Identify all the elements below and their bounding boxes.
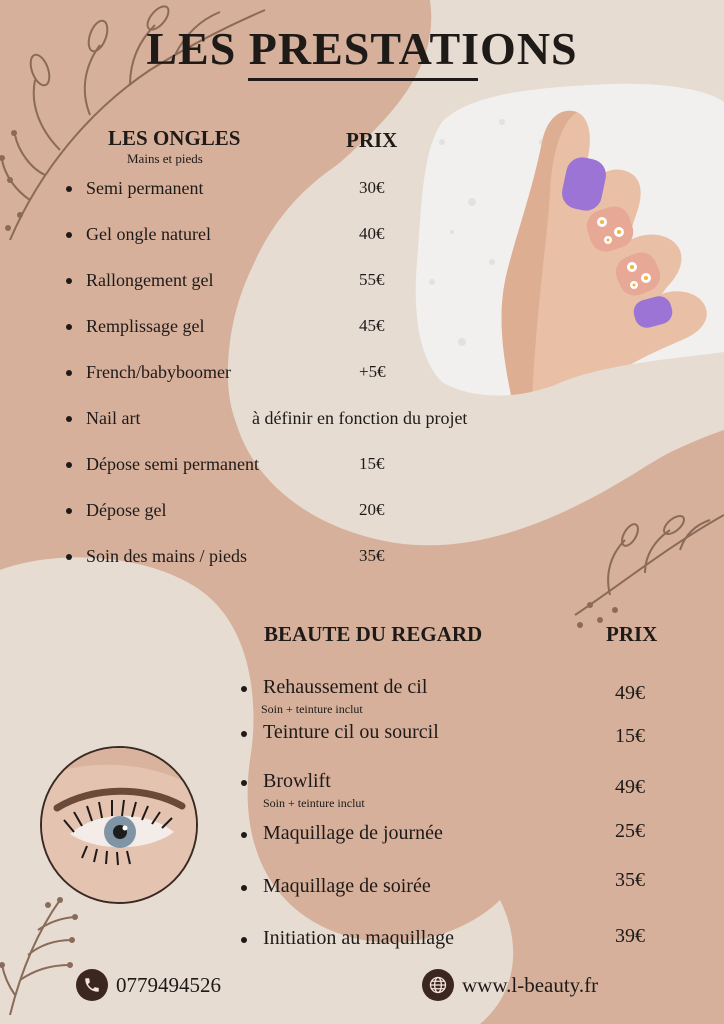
list-item <box>66 546 526 592</box>
service-label: French/babyboomer <box>86 362 231 382</box>
service-note: Soin + teinture inclut <box>261 702 363 716</box>
ongles-heading: LES ONGLES <box>108 126 241 150</box>
bullet-icon <box>66 370 72 376</box>
service-label: Nail art <box>86 408 141 428</box>
bullet-icon <box>66 554 72 560</box>
service-price: 49€ <box>615 776 645 798</box>
regard-heading: BEAUTE DU REGARD <box>264 622 483 646</box>
service-label: Maquillage de journée <box>263 822 443 844</box>
list-item <box>66 500 526 546</box>
service-price: 30€ <box>359 178 385 197</box>
service-price: 20€ <box>359 500 385 519</box>
service-label: Browlift <box>263 770 331 792</box>
website-url: www.l-beauty.fr <box>462 972 599 997</box>
bullet-icon <box>241 937 247 943</box>
bullet-icon <box>241 780 247 786</box>
service-price: 55€ <box>359 270 385 289</box>
service-price: 15€ <box>359 454 385 473</box>
branch-right-decoration <box>570 495 724 635</box>
service-label: Semi permanent <box>86 178 204 198</box>
list-item <box>241 721 681 770</box>
service-price: +5€ <box>359 362 386 381</box>
bullet-icon <box>66 462 72 468</box>
title-underline <box>248 78 478 81</box>
page-title: LES PRESTATIONS <box>146 23 578 74</box>
bullet-icon <box>66 186 72 192</box>
list-item <box>66 408 526 454</box>
eye-photo <box>40 746 198 904</box>
service-price: 40€ <box>359 224 385 243</box>
bullet-icon <box>241 686 247 692</box>
service-label: Rehaussement de cil <box>263 676 428 698</box>
service-price: 15€ <box>615 725 645 747</box>
service-price: à définir en fonction du projet <box>252 408 468 428</box>
phone-contact[interactable] <box>76 969 221 1001</box>
service-label: Teinture cil ou sourcil <box>263 721 439 743</box>
list-item <box>241 822 681 875</box>
ongles-price-heading: PRIX <box>346 128 398 152</box>
service-label: Initiation au maquillage <box>263 927 455 949</box>
phone-number: 0779494526 <box>116 972 221 997</box>
service-price: 45€ <box>359 316 385 335</box>
service-price: 35€ <box>615 869 645 891</box>
bullet-icon <box>241 832 247 838</box>
bullet-icon <box>241 731 247 737</box>
list-item <box>241 676 681 721</box>
ongles-subheading: Mains et pieds <box>127 151 203 166</box>
service-price: 35€ <box>359 546 385 565</box>
list-item <box>66 454 526 500</box>
phone-icon <box>76 969 108 1001</box>
globe-icon <box>422 969 454 1001</box>
service-price: 49€ <box>615 682 645 704</box>
service-label: Maquillage de soirée <box>263 875 431 897</box>
service-label: Soin des mains / pieds <box>86 546 247 566</box>
bullet-icon <box>66 232 72 238</box>
service-price: 25€ <box>615 820 645 842</box>
service-label: Gel ongle naturel <box>86 224 211 244</box>
bullet-icon <box>66 508 72 514</box>
nails-photo <box>412 82 724 400</box>
list-item <box>241 770 681 822</box>
list-item <box>241 869 681 927</box>
service-label: Remplissage gel <box>86 316 205 336</box>
regard-price-list <box>241 676 681 967</box>
service-label: Rallongement gel <box>86 270 214 290</box>
bullet-icon <box>66 416 72 422</box>
regard-price-heading: PRIX <box>606 622 658 646</box>
service-price: 39€ <box>615 925 645 947</box>
service-label: Dépose semi permanent <box>86 454 259 474</box>
bullet-icon <box>241 885 247 891</box>
bullet-icon <box>66 324 72 330</box>
service-label: Dépose gel <box>86 500 167 520</box>
website-link[interactable] <box>422 969 598 1001</box>
service-note: Soin + teinture inclut <box>263 796 365 810</box>
bullet-icon <box>66 278 72 284</box>
list-item <box>241 927 681 967</box>
